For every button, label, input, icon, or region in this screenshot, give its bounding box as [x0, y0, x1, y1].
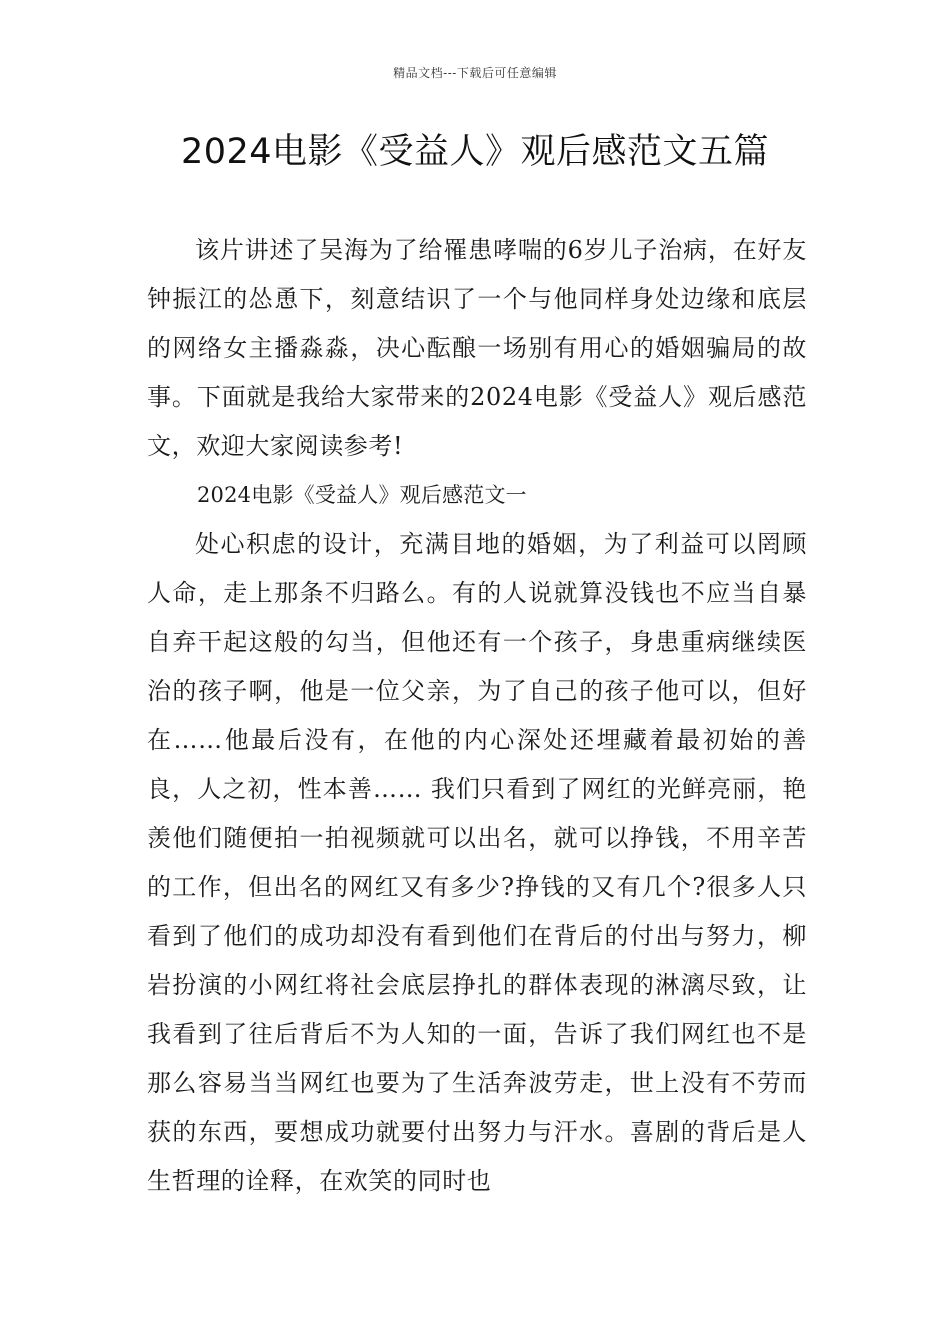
section-heading: 2024电影《受益人》观后感范文一 — [197, 483, 527, 507]
document-title: 2024电影《受益人》观后感范文五篇 — [180, 132, 770, 172]
section-paragraph: 处心积虑的设计，充满目地的婚姻，为了利益可以罔顾人命，走上那条不归路么。有的人说就算没钱也不应当自暴自弃干起这般的勾当，但他还有一个孩子，身患重病继续医治的孩子啊，他是一位父亲，为了自己的孩子他可以，但好在……他最后没有，在他的内心深处还埋藏着最初始的善良，人之初，性本善…… 我们只看到了网红的光鲜亮丽，艳羡他们随便拍一拍视频就可以出名，就可以挣钱，不用辛苦的工作，但出名的网红又有多少?挣钱的又有几个?很多人只看到了他们的成功却没有看到他们在背后的付出与努力，柳岩扮演的小网红将社会底层挣扎的群体表现的淋漓尽致，让我看到了往后背后不为人知的一面，告诉了我们网红也不是那么容易当当网红也要为了生活奔波劳走，世上没有不劳而获的东西，要想成功就要付出努力与汗水。喜剧的背后是人生哲理的诠释，在欢笑的同时也 — [147, 530, 807, 1195]
document-body — [147, 226, 807, 1206]
intro-paragraph: 该片讲述了吴海为了给罹患哮喘的6岁儿子治病，在好友钟振江的怂恿下，刻意结识了一个与他同样身处边缘和底层的网络女主播淼淼，决心酝酿一场别有用心的婚姻骗局的故事。下面就是我给大家带来的2024电影《受益人》观后感范文，欢迎大家阅读参考! — [147, 236, 807, 460]
header-note: 精品文档---下载后可任意编辑 — [393, 66, 557, 80]
